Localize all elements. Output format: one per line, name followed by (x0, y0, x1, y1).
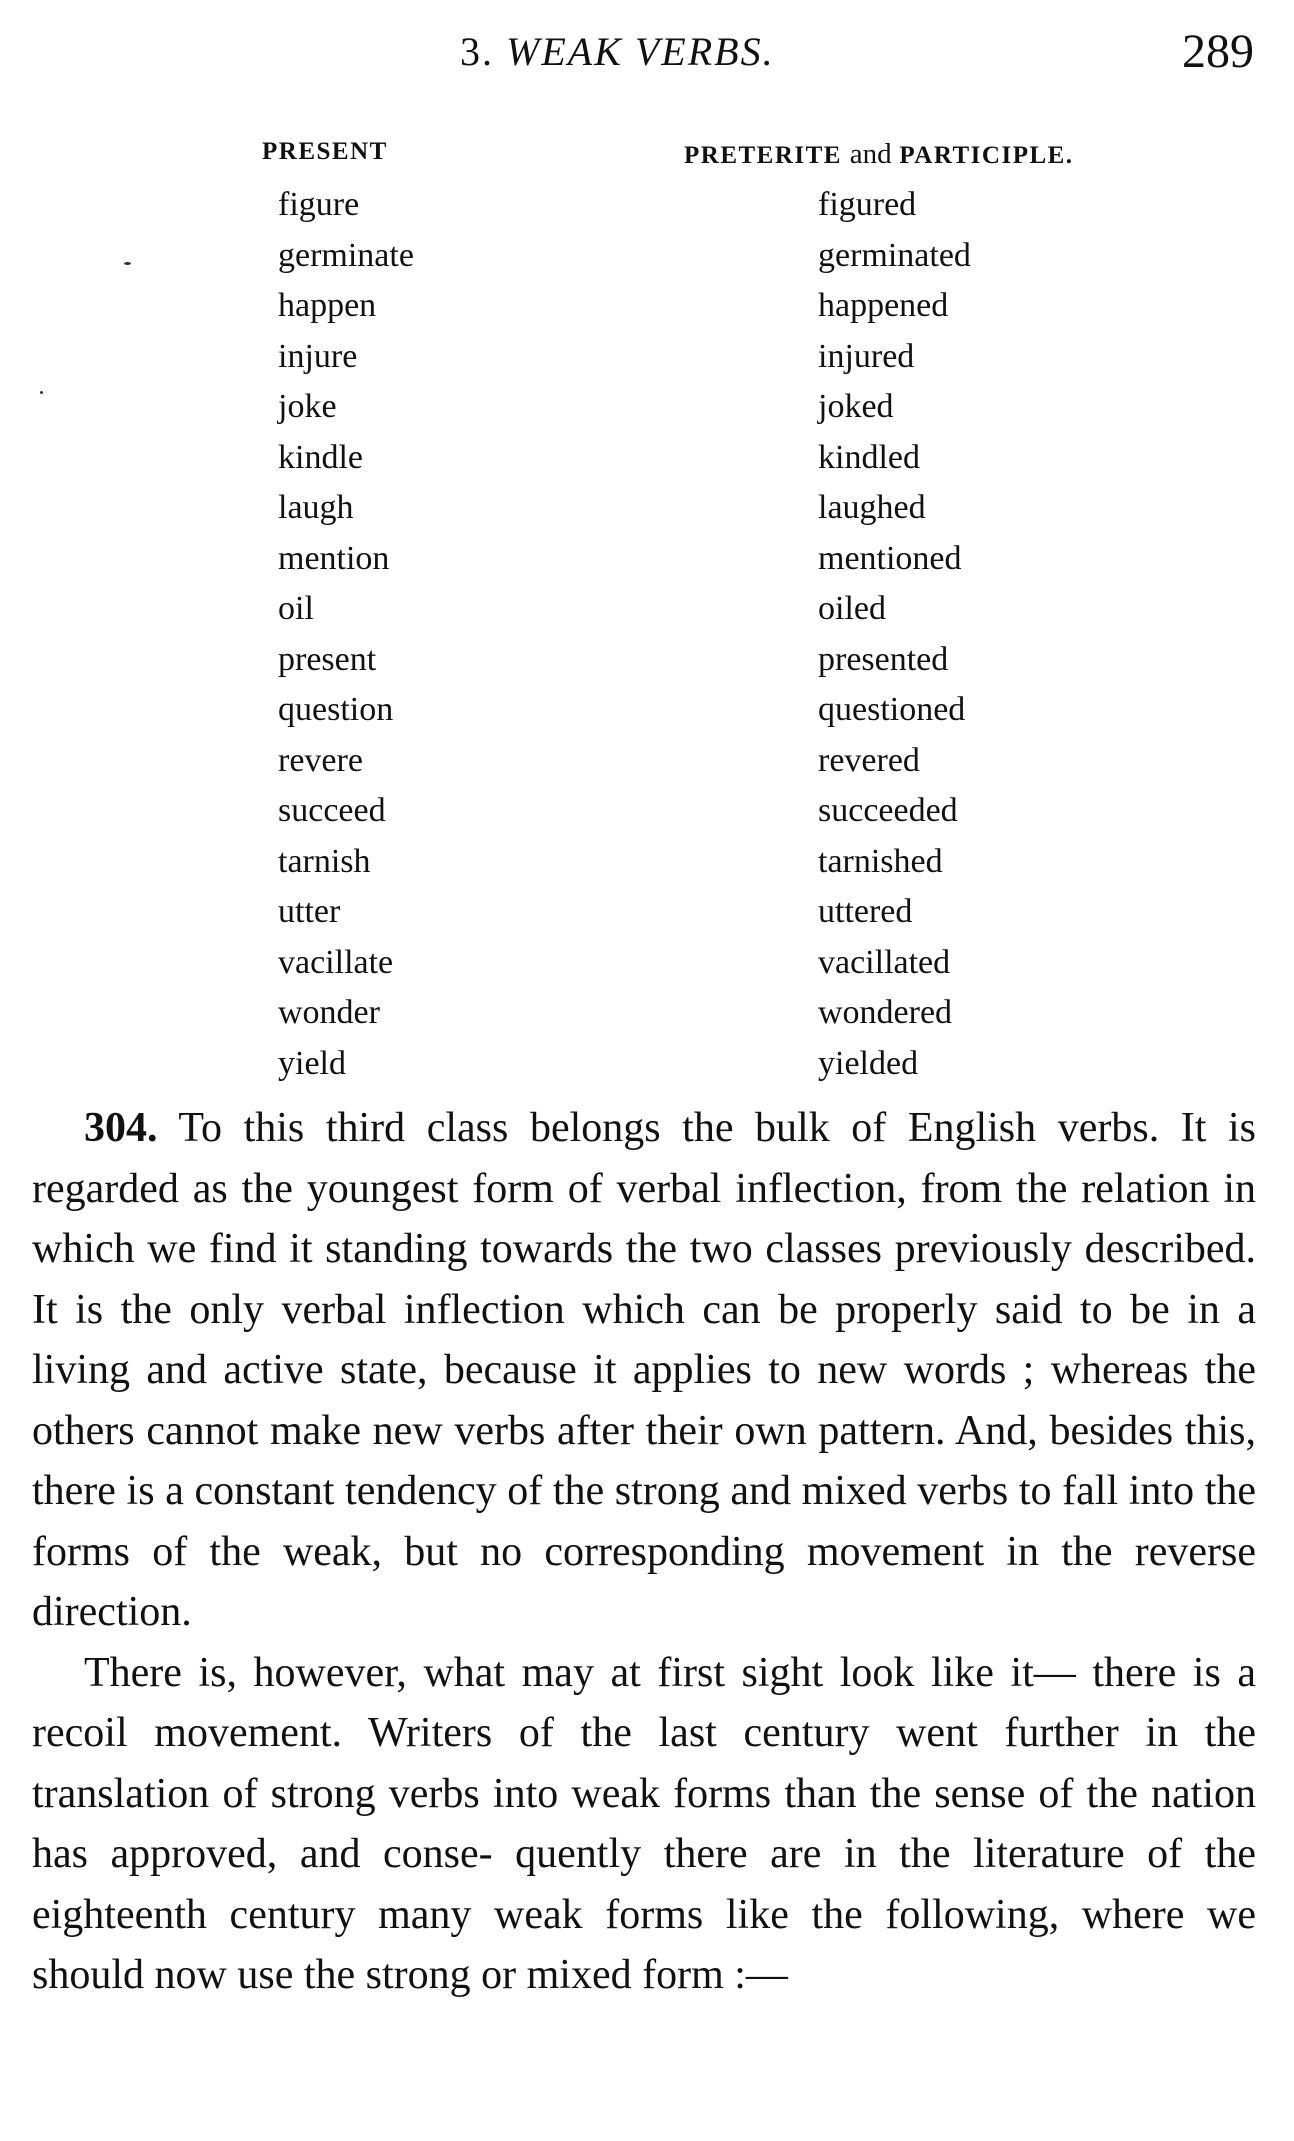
paragraph-text: There is, however, what may at first sight look like it— there is a recoil movement. Writers of the last century went further in the translation of strong verbs into weak forms than the sense of the nation has approved, and conse- quently there are in the literature of the eighteenth century many weak forms like the following, where we should now use the strong or mixed form :— (32, 1649, 1256, 1998)
table-row (0, 786, 1294, 837)
table-row (0, 332, 1294, 383)
preterite-form: kindled (818, 438, 920, 476)
participle-header-word: PARTICIPLE. (899, 142, 1074, 169)
present-form: succeed (278, 792, 386, 829)
preterite-form: revered (818, 741, 920, 779)
preterite-form: presented (818, 640, 949, 678)
present-form: joke (278, 388, 337, 425)
present-form: revere (278, 741, 363, 779)
table-row (0, 685, 1294, 736)
preterite-form: vacillated (818, 943, 951, 981)
running-title (460, 28, 775, 75)
table-row (0, 584, 1294, 635)
present-form: mention (278, 539, 390, 577)
preterite-form: tarnished (818, 842, 943, 880)
section-title: WEAK VERBS. (506, 29, 775, 74)
table-row (0, 534, 1294, 585)
present-form: happen (278, 287, 377, 324)
table-row (0, 281, 1294, 332)
preterite-form: happened (818, 287, 949, 324)
preterite-form: joked (818, 388, 894, 425)
preterite-form: oiled (818, 590, 886, 627)
table-row (0, 635, 1294, 686)
preterite-form: yielded (818, 1044, 919, 1082)
table-row (0, 231, 1294, 282)
present-column-header: PRESENT (262, 138, 388, 165)
table-row (0, 433, 1294, 484)
section-number: 3. (460, 29, 494, 74)
table-row (0, 382, 1294, 433)
preterite-form: uttered (818, 893, 913, 930)
running-head (0, 25, 1294, 88)
present-form: oil (278, 590, 314, 627)
table-row (0, 938, 1294, 989)
table-row (0, 736, 1294, 787)
preterite-form: figured (818, 186, 917, 223)
present-form: wonder (278, 994, 380, 1031)
table-row (0, 180, 1294, 231)
preterite-form: laughed (818, 489, 926, 526)
preterite-form: mentioned (818, 539, 962, 577)
paragraph-304 (32, 1098, 1256, 1643)
table-row (0, 988, 1294, 1039)
paragraph-number: 304. (84, 1105, 158, 1151)
table-row (0, 1039, 1294, 1090)
preterite-header-and: and (849, 138, 892, 170)
preterite-header-word: PRETERITE (684, 142, 842, 169)
page-number: 289 (1182, 25, 1254, 78)
present-form: germinate (278, 236, 414, 274)
present-form: yield (278, 1044, 346, 1082)
present-form: figure (278, 186, 360, 223)
preterite-form: succeeded (818, 792, 958, 829)
present-form: laugh (278, 489, 354, 526)
present-form: tarnish (278, 842, 371, 880)
table-row (0, 887, 1294, 938)
print-speck-mark (124, 262, 131, 265)
table-row (0, 483, 1294, 534)
present-form: utter (278, 893, 341, 930)
preterite-form: injured (818, 337, 915, 375)
preterite-form: questioned (818, 691, 966, 728)
preterite-form: germinated (818, 236, 971, 274)
preterite-column-header (684, 138, 1074, 171)
present-form: vacillate (278, 943, 394, 981)
body-text (32, 1098, 1256, 2006)
present-form: injure (278, 337, 358, 375)
present-form: question (278, 691, 394, 728)
paragraph-recoil (32, 1643, 1256, 2006)
present-form: kindle (278, 438, 363, 476)
present-form: present (278, 640, 377, 678)
verb-rows (0, 180, 1294, 1089)
print-speck-mark (40, 391, 43, 394)
paragraph-text: To this third class belongs the bulk of English verbs. It is regarded as the youngest form of verbal inflection, from the relation in which we find it standing towards the two classes previously described. It is the only verbal inflection which can be properly said to be in a living and active state, because it applies to new words ; whereas the others cannot make new verbs after their own pattern. And, besides this, there is a constant tendency of the strong and mixed verbs to fall into the forms of the weak, but no corresponding movement in the reverse direction. (32, 1105, 1256, 1635)
preterite-form: wondered (818, 994, 953, 1031)
table-row (0, 837, 1294, 888)
